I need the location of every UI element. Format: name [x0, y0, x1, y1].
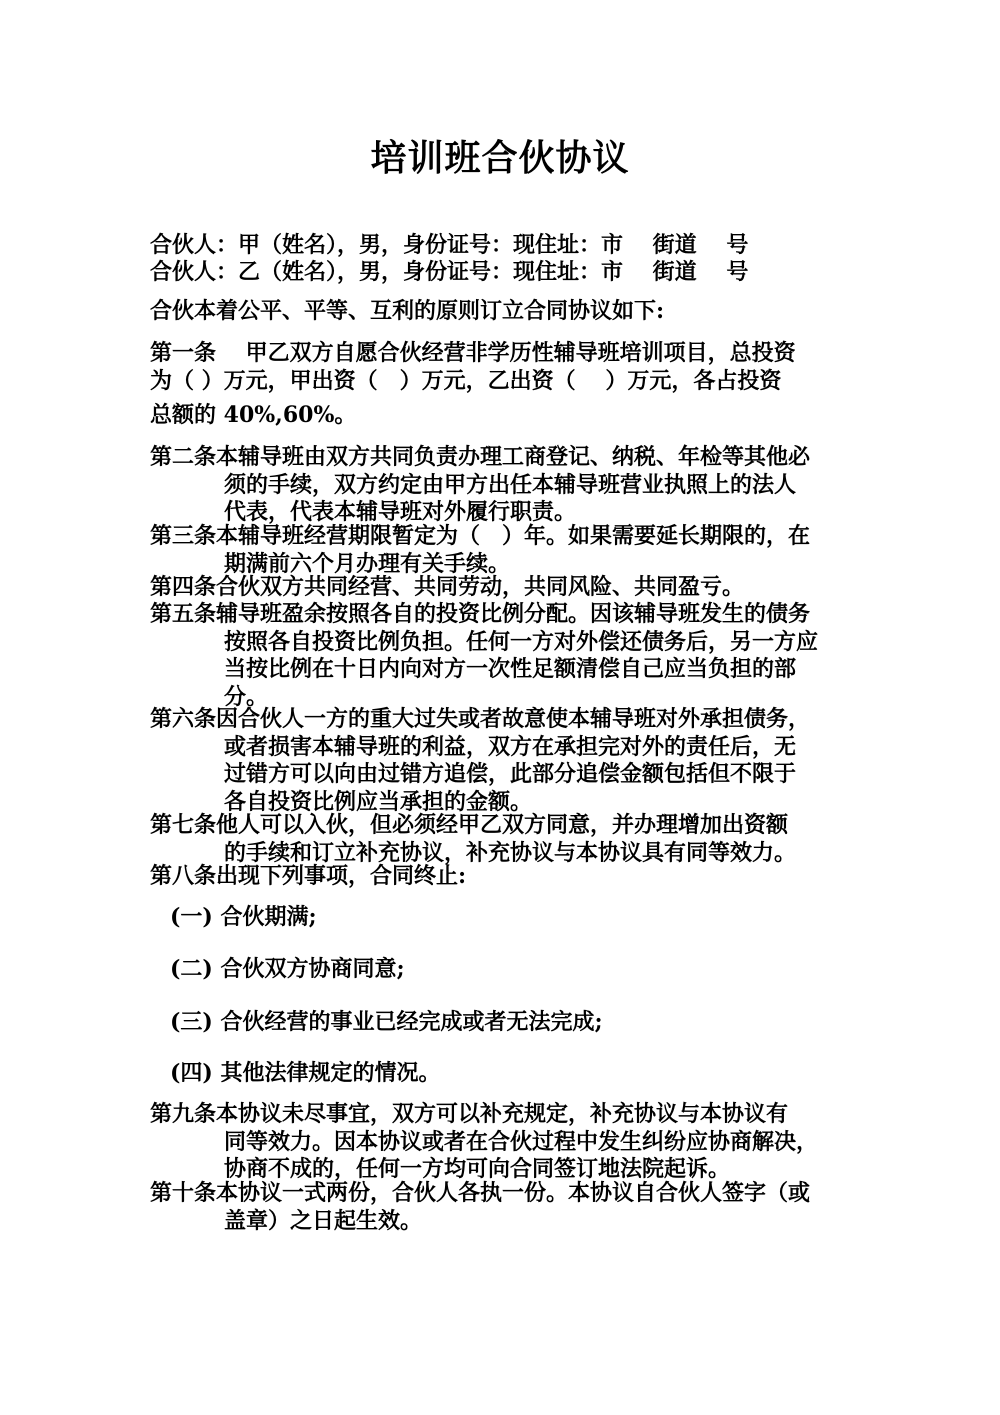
article-line: 期满前六个月办理有关手续。 [224, 550, 511, 577]
article-line: 代表，代表本辅导班对外履行职责。 [224, 499, 577, 525]
article-9 [150, 1101, 862, 1184]
article-5 [150, 601, 862, 711]
partner-line-a: 合伙人：甲（姓名），男，身份证号：现住址：市 街道 号 [150, 232, 749, 258]
termination-item: (二) 合伙双方协商同意; [170, 956, 405, 982]
article-line: 第五条辅导班盈余按照各自的投资比例分配。因该辅导班发生的债务 [150, 601, 811, 627]
article-1-line: 为（ ）万元，甲出资（ ）万元，乙出资（ ）万元，各占投资 [150, 367, 782, 394]
intro-paragraph: 合伙本着公平、平等、互利的原则订立合同协议如下: [150, 298, 665, 324]
article-line: 第六条因合伙人一方的重大过失或者故意使本辅导班对外承担债务， [150, 706, 811, 732]
article-line: 第二条本辅导班由双方共同负责办理工商登记、纳税、年检等其他必 [150, 444, 811, 470]
article-6 [150, 706, 862, 816]
article-line: 各自投资比例应当承担的金额。 [224, 788, 533, 815]
article-10 [150, 1180, 862, 1235]
article-line: 的手续和订立补充协议，补充协议与本协议具有同等效力。 [224, 839, 797, 866]
article-line: 第三条本辅导班经营期限暂定为（ ）年。如果需要延长期限的，在 [150, 523, 811, 549]
article-line: 按照各自投资比例负担。任何一方对外偿还债务后，另一方应 [224, 628, 819, 655]
document-title: 培训班合伙协议 [370, 137, 630, 179]
article-line: 当按比例在十日内向对方一次性足额清偿自己应当负担的部 [224, 656, 797, 682]
partner-line-b: 合伙人：乙（姓名），男，身份证号：现住址：市 街道 号 [150, 259, 749, 285]
article-2 [150, 444, 862, 527]
article-8 [150, 863, 862, 891]
article-line: 协商不成的，任何一方均可向合同签订地法院起诉。 [224, 1156, 731, 1182]
article-line: 过错方可以向由过错方追偿，此部分追偿金额包括但不限于 [224, 761, 797, 787]
article-4 [150, 574, 862, 602]
article-line: 第四条合伙双方共同经营、共同劳动，共同风险、共同盈亏。 [150, 574, 745, 600]
article-line: 第十条本协议一式两份，合伙人各执一份。本协议自合伙人签字（或 [150, 1180, 811, 1206]
termination-item: (四) 其他法律规定的情况。 [170, 1060, 441, 1086]
article-line: 第八条出现下列事项，合同终止: [150, 863, 467, 889]
article-line: 盖章）之日起生效。 [224, 1207, 423, 1234]
termination-item: (一) 合伙期满; [170, 904, 317, 930]
termination-item: (三) 合伙经营的事业已经完成或者无法完成; [170, 1009, 603, 1035]
article-line: 分。 [224, 683, 269, 710]
article-line: 须的手续，双方约定由甲方出任本辅导班营业执照上的法人 [224, 471, 797, 498]
article-1-last-line: 总额的 40%,60%。 [150, 402, 357, 428]
article-line: 或者损害本辅导班的利益，双方在承担完对外的责任后，无 [224, 733, 797, 760]
article-line: 第九条本协议未尽事宜，双方可以补充规定，补充协议与本协议有 [150, 1101, 789, 1127]
article-7 [150, 812, 862, 867]
article-3 [150, 523, 862, 578]
article-line: 第七条他人可以入伙，但必须经甲乙双方同意，并办理增加出资额 [150, 812, 789, 838]
article-1-line: 第一条 甲乙双方自愿合伙经营非学历性辅导班培训项目，总投资 [150, 340, 796, 366]
article-line: 同等效力。因本协议或者在合伙过程中发生纠纷应协商解决， [224, 1128, 819, 1155]
article-1 [150, 340, 862, 395]
